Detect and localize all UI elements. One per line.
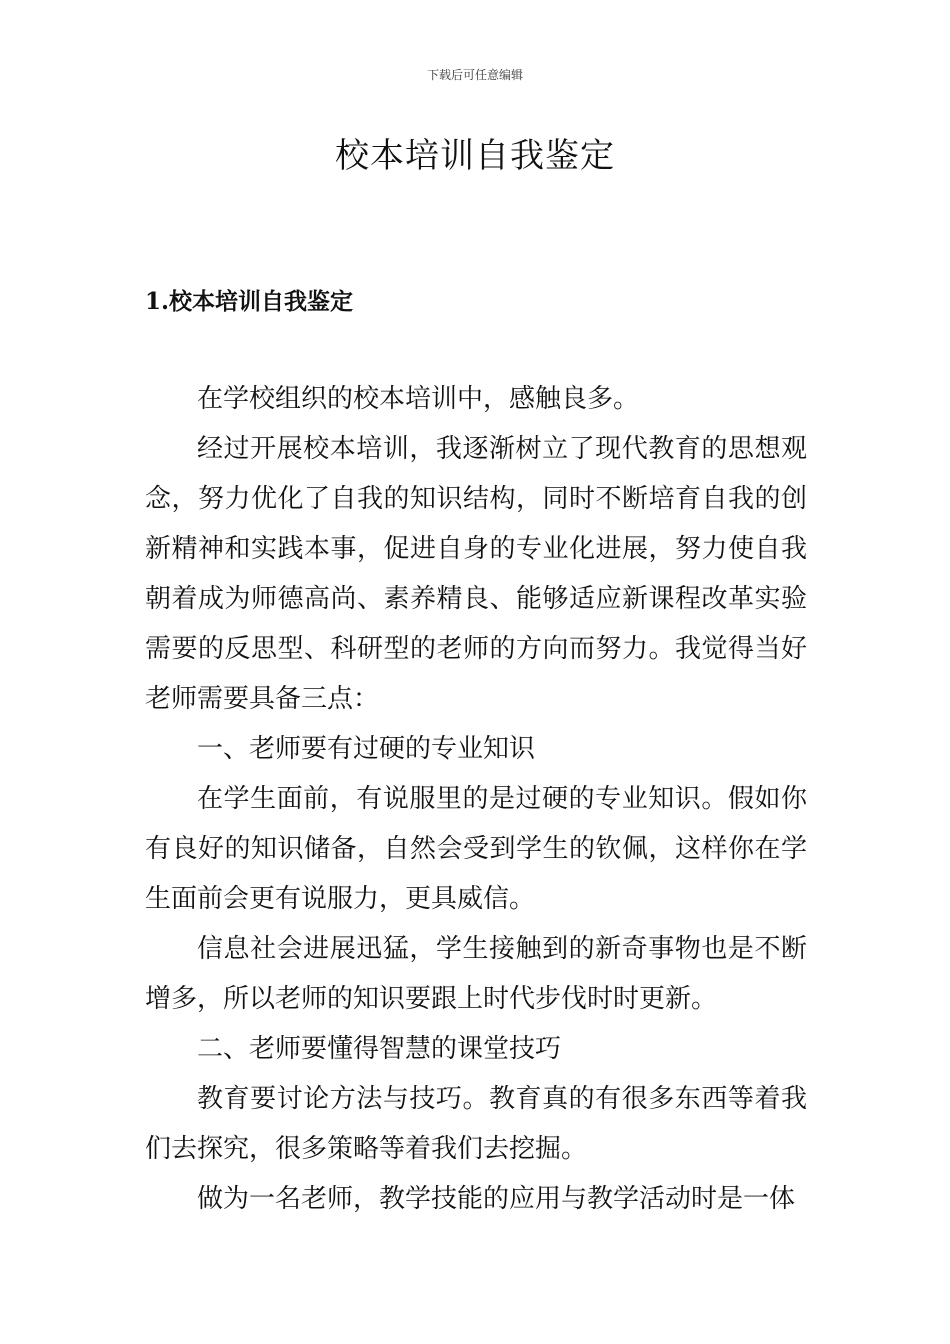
paragraph: 在学校组织的校本培训中，感触良多。 <box>197 384 640 414</box>
paragraph: 在学生面前，有说服里的是过硬的专业知识。假如你有良好的知识储备，自然会受到学生的钦佩，这样你在学生面前会更有说服力，更具威信。 <box>145 784 807 914</box>
paragraph: 经过开展校本培训，我逐渐树立了现代教育的思想观念，努力优化了自我的知识结构，同时不断培育自我的创新精神和实践本事，促进自身的专业化进展，努力使自我朝着成为师德高尚、素养精良、能够适应新课程改革实验需要的反思型、科研型的老师的方向而努力。我觉得当好老师需要具备三点： <box>145 434 807 714</box>
paragraph: 做为一名老师，教学技能的应用与教学活动时是一体 <box>197 1184 796 1214</box>
document-title: 校本培训自我鉴定 <box>335 136 615 176</box>
header-note: 下载后可任意编辑 <box>426 68 523 82</box>
section-heading: 1.校本培训自我鉴定 <box>145 288 354 315</box>
paragraph: 教育要讨论方法与技巧。教育真的有很多东西等着我们去探究，很多策略等着我们去挖掘。 <box>145 1084 807 1164</box>
paragraph-subheading: 二、老师要懂得智慧的课堂技巧 <box>197 1034 562 1064</box>
paragraph: 信息社会进展迅猛，学生接触到的新奇事物也是不断增多，所以老师的知识要跟上时代步伐时时更新。 <box>145 934 807 1014</box>
document-body <box>145 374 807 1224</box>
paragraph-subheading: 一、老师要有过硬的专业知识 <box>197 734 536 764</box>
